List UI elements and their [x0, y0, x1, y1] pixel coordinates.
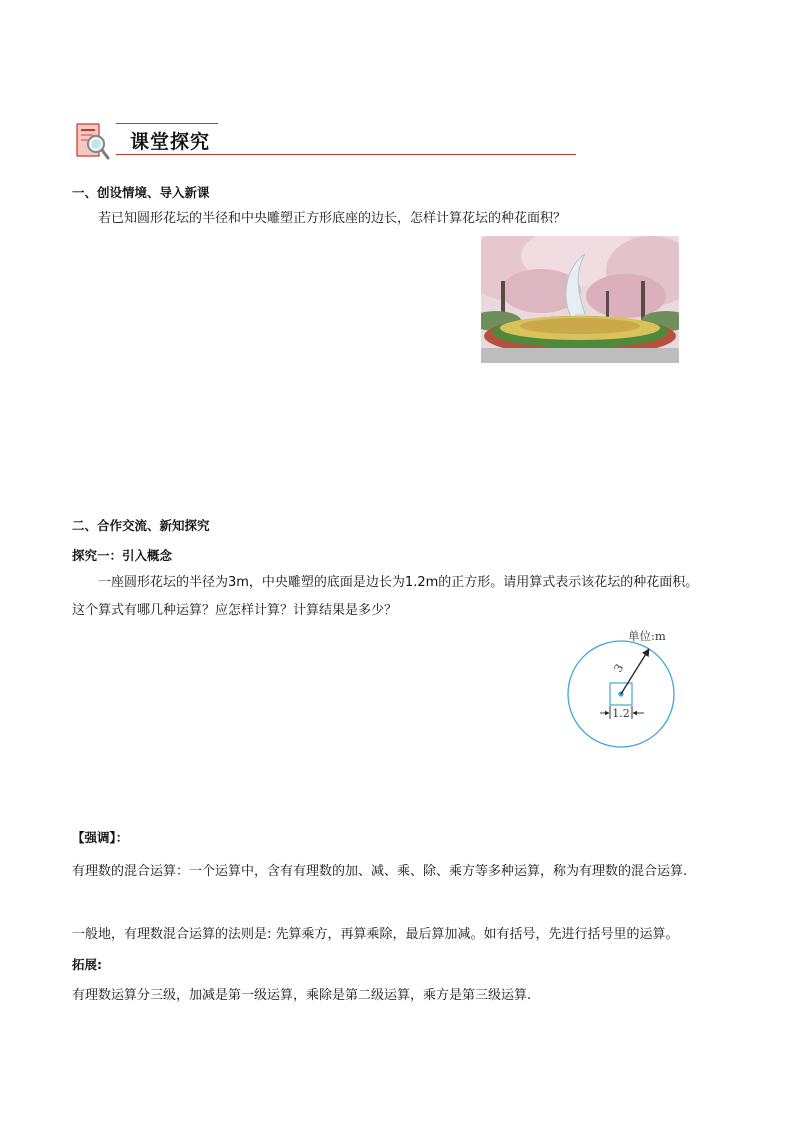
emphasis-rule: 一般地，有理数混合运算的法则是: 先算乘方，再算乘除，最后算加减。如有括号，先进行括号里的运算。 — [72, 927, 679, 942]
flower-bed-photo — [481, 236, 679, 363]
extension-label: 拓展: — [72, 957, 102, 972]
header-top-rule — [116, 123, 218, 124]
extension-text: 有理数运算分三级，加减是第一级运算，乘除是第二级运算，乘方是第三级运算. — [72, 988, 532, 1003]
radius-arrow — [621, 649, 649, 694]
section1-question: 若已知圆形花坛的半径和中央雕塑正方形底座的边长，怎样计算花坛的种花面积？ — [98, 211, 567, 226]
explore1-line2: 这个算式有哪几种运算？应怎样计算？计算结果是多少？ — [72, 603, 398, 618]
header-bottom-rule — [116, 154, 576, 155]
flower-bed-diagram — [560, 624, 684, 750]
side-label: 1.2 — [612, 707, 630, 720]
magnifier-document-icon — [76, 122, 110, 162]
section1-heading: 一、创设情境、导入新课 — [72, 185, 210, 200]
unit-label: 单位:m — [628, 629, 666, 643]
section2-heading: 二、合作交流、新知探究 — [72, 518, 210, 533]
emphasis-label: 【强调】： — [72, 830, 129, 845]
section-title: 课堂探究 — [130, 131, 211, 153]
emphasis-definition: 有理数的混合运算：一个运算中，含有有理数的加、减、乘、除、乘方等多种运算，称为有理数的混合运算. — [72, 864, 688, 879]
explore1-label: 探究一：引入概念 — [72, 548, 173, 563]
explore1-line1: 一座圆形花坛的半径为3m，中央雕塑的底面是边长为1.2m的正方形。请用算式表示该花坛的种花面积。 — [98, 575, 699, 590]
radius-label: 3 — [611, 661, 627, 675]
